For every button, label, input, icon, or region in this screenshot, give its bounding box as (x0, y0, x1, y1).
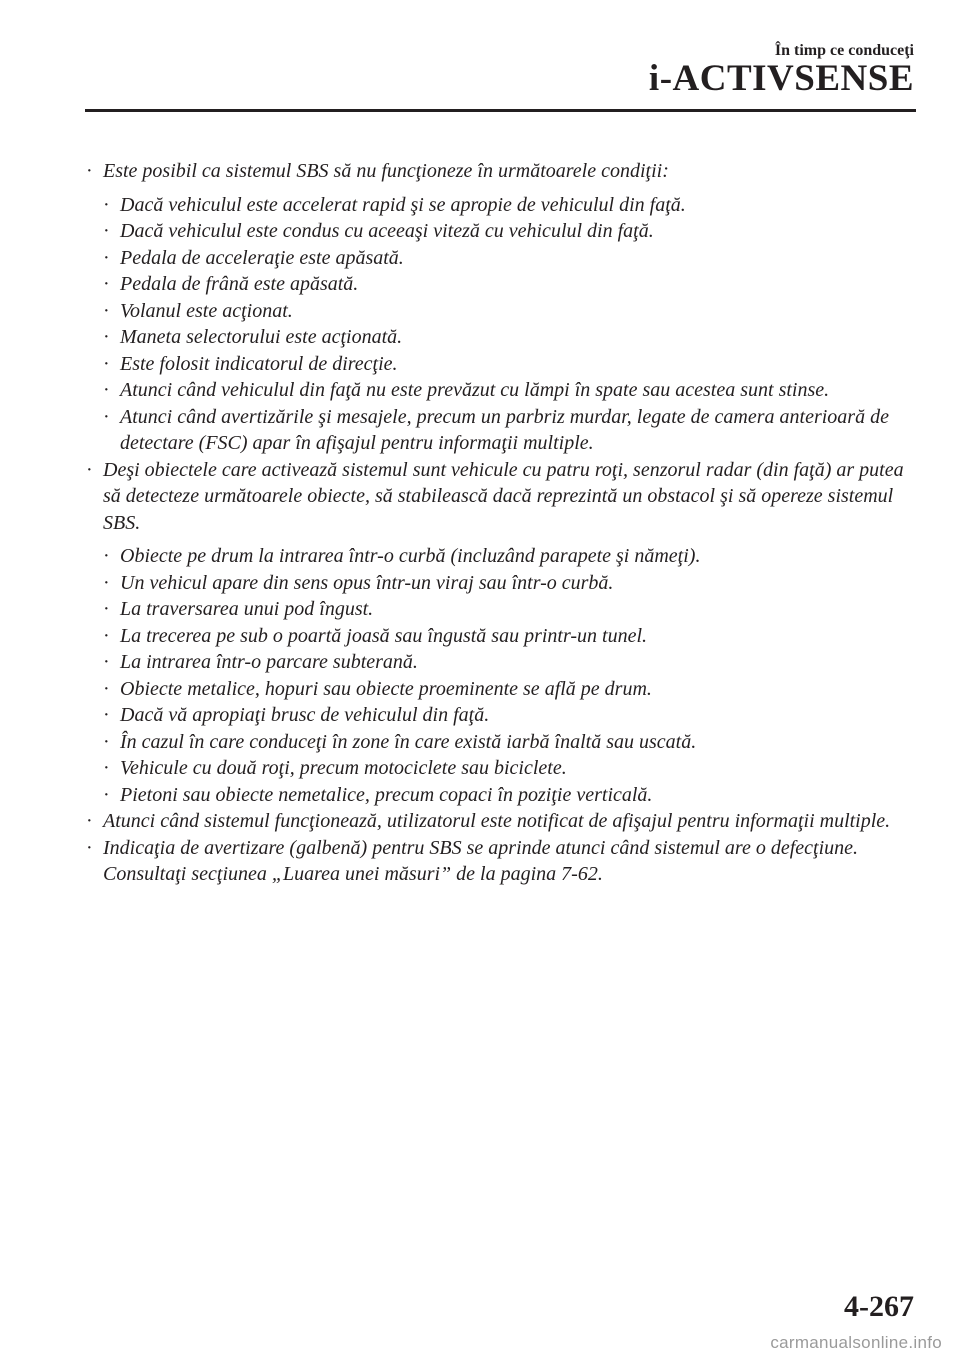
bullet-dot-icon: · (103, 704, 110, 726)
bullet-item (103, 782, 916, 809)
bullet-dot-icon: · (103, 352, 110, 375)
bullet-text: Pietoni sau obiecte nemetalice, precum copaci în poziţie verticală. (120, 783, 653, 806)
header-rule (85, 109, 916, 112)
bullet-text: La intrarea într-o parcare subterană. (120, 651, 418, 673)
bullet-item (103, 755, 916, 782)
bullet-item (103, 377, 916, 404)
bullet-text: Dacă vehiculul este accelerat rapid şi se apropie de vehiculul din faţă. (120, 193, 686, 216)
bullet-dot-icon: · (103, 677, 110, 700)
bullet-dot-icon: · (103, 757, 110, 779)
bullet-dot-icon: · (103, 624, 110, 647)
bullet-dot-icon: · (86, 836, 93, 859)
page-number: 4-267 (844, 1290, 914, 1323)
bullet-item (103, 192, 916, 219)
bullet-text: La traversarea unui pod îngust. (120, 598, 374, 620)
bullet-dot-icon: · (103, 405, 110, 428)
bullet-item (86, 835, 916, 862)
bullet-dot-icon: · (103, 246, 110, 269)
bullet-item (103, 245, 916, 272)
bullet-text: Atunci când sistemul funcţionează, utilizatorul este notificat de afişajul pentru informaţii multiple. (103, 810, 891, 832)
bullet-item (103, 570, 916, 597)
bullet-text: În cazul în care conduceţi în zone în care există iarbă înaltă sau uscată. (120, 730, 697, 753)
bullet-dot-icon: · (103, 220, 110, 242)
bullet-text: Volanul este acţionat. (120, 299, 293, 322)
bullet-dot-icon: · (103, 193, 110, 216)
bullet-text: Atunci când avertizările şi mesajele, precum un parbriz murdar, legate de camera anterioară de detectare (FSC) apar în afişajul pentru informaţii multiple. (120, 405, 889, 454)
bullet-item (103, 324, 916, 351)
bullet-dot-icon: · (103, 299, 110, 322)
header-title: i-ACTIVSENSE (648, 58, 914, 99)
content-body (86, 158, 916, 888)
bullet-dot-icon: · (86, 458, 93, 481)
bullet-item (86, 457, 916, 537)
bullet-dot-icon: · (86, 810, 93, 832)
bullet-dot-icon: · (103, 326, 110, 348)
bullet-dot-icon: · (103, 545, 110, 567)
bullet-item (103, 729, 916, 756)
bullet-item (103, 271, 916, 298)
bullet-text: Indicaţia de avertizare (galbenă) pentru SBS se aprinde atunci când sistemul are o defecţiune. (103, 836, 859, 859)
bullet-item (103, 676, 916, 703)
bullet-item (103, 218, 916, 245)
bullet-dot-icon: · (103, 651, 110, 673)
bullet-text: Pedala de frână este apăsată. (120, 273, 359, 295)
reference-line: Consultaţi secţiunea „Luarea unei măsuri” de la pagina 7-62. (103, 863, 603, 885)
bullet-text: Dacă vehiculul este condus cu aceeaşi viteză cu vehiculul din faţă. (120, 220, 654, 242)
bullet-item (103, 543, 916, 570)
bullet-text: Pedala de acceleraţie este apăsată. (120, 246, 404, 269)
bullet-text: Un vehicul apare din sens opus într-un viraj sau într-o curbă. (120, 571, 614, 594)
bullet-item (103, 649, 916, 676)
bullet-item (103, 351, 916, 378)
bullet-text: Maneta selectorului este acţionată. (120, 326, 403, 348)
bullet-text: Este folosit indicatorul de direcţie. (120, 352, 398, 375)
bullet-item (103, 596, 916, 623)
bullet-text: Obiecte pe drum la intrarea într-o curbă (incluzând parapete şi nămeţi). (120, 545, 701, 567)
bullet-text: Obiecte metalice, hopuri sau obiecte proeminente se află pe drum. (120, 677, 652, 700)
bullet-item (103, 702, 916, 729)
bullet-dot-icon: · (86, 160, 93, 182)
bullet-dot-icon: · (103, 730, 110, 753)
bullet-item (103, 404, 916, 457)
bullet-item (103, 298, 916, 325)
bullet-dot-icon: · (103, 379, 110, 401)
bullet-dot-icon: · (103, 598, 110, 620)
bullet-item (86, 808, 916, 835)
bullet-text: Deşi obiectele care activează sistemul sunt vehicule cu patru roţi, senzorul radar (din faţă) ar putea să detecteze următoarele obiecte, să stabilească dacă reprezintă un obstacol şi să opereze sistemul SBS. (103, 458, 904, 534)
bullet-item (103, 623, 916, 650)
bullet-dot-icon: · (103, 571, 110, 594)
bullet-text: Dacă vă apropiaţi brusc de vehiculul din faţă. (120, 704, 490, 726)
bullet-text: Atunci când vehiculul din faţă nu este prevăzut cu lămpi în spate sau acestea sunt stinse. (120, 379, 830, 401)
bullet-dot-icon: · (103, 273, 110, 295)
bullet-dot-icon: · (103, 783, 110, 806)
bullet-text: Vehicule cu două roţi, precum motociclete sau biciclete. (120, 757, 567, 779)
watermark: carmanualsonline.info (770, 1333, 942, 1352)
header-section-label: În timp ce conduceţi (774, 42, 914, 59)
bullet-text: Este posibil ca sistemul SBS să nu funcţioneze în următoarele condiţii: (103, 160, 669, 182)
bullet-text: La trecerea pe sub o poartă joasă sau îngustă sau printr-un tunel. (120, 624, 648, 647)
bullet-item (86, 158, 916, 185)
